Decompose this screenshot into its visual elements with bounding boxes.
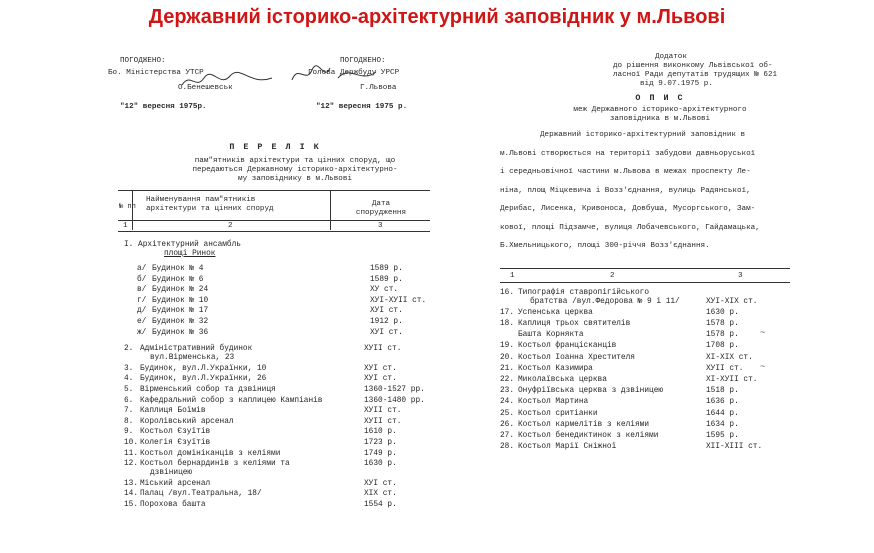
- list-heading: П Е Р Е Л І К: [229, 142, 321, 152]
- margin-mark: ~: [760, 328, 766, 338]
- table-row-date: 1589 р.: [370, 265, 403, 273]
- table-row-date: XІ-XУІІ ст.: [706, 375, 758, 384]
- table-row-number: 26.: [500, 420, 515, 429]
- table-row-date: XУ ст.: [370, 286, 399, 295]
- table-row-name: Порохова башта: [140, 501, 206, 509]
- table-row-number: 11.: [124, 449, 139, 458]
- right-col-number-2: 2: [610, 272, 615, 280]
- table-row-number: 3.: [124, 364, 134, 373]
- table-header-top-rule: [118, 190, 430, 191]
- table-row-name: Будинок № 36: [152, 328, 209, 337]
- table-row-number: 7.: [124, 407, 134, 416]
- table-row-name: Костьол Іоанна Хрестителя: [518, 353, 635, 362]
- table-row-date: XУІ ст.: [364, 375, 397, 384]
- table-row-date: XУІ ст.: [370, 307, 403, 316]
- table-row-name: Костьол кармелітів з келіями: [518, 420, 650, 429]
- description-line: м.Львові створюється на території забудови давньоруської: [500, 149, 756, 158]
- table-row-number: е/: [137, 318, 147, 326]
- table-row-date: 1636 р.: [706, 398, 739, 407]
- table-row-number: б/: [137, 275, 147, 284]
- list-subheading-2: передаються Державному історико-архітектурно-: [192, 166, 398, 174]
- table-row-name: Кафедральний собор з каплицею Кампіанів: [140, 396, 323, 405]
- table-row-date: 1554 р.: [364, 501, 397, 509]
- table-row-name: Будинок № 4: [152, 265, 204, 273]
- section-title-1: І. Архітектурний ансамбль: [124, 241, 241, 249]
- table-row-name: Костьол Мартина: [518, 398, 589, 407]
- table-row-number: д/: [137, 307, 147, 316]
- agreed-1-org: Бо. Міністерства УТСР: [108, 69, 204, 77]
- table-row-date: 1644 р.: [706, 409, 739, 418]
- table-row-date: 1360-1480 рр.: [364, 396, 425, 405]
- table-row-name: Будинок, вул.Л.Українки, 10: [140, 364, 267, 373]
- list-subheading-3: му заповіднику в м.Львові: [238, 175, 352, 183]
- table-row-name: Будинок № 10: [152, 296, 209, 305]
- table-row-date: 1518 р.: [706, 387, 739, 396]
- table-row-number: 16.: [500, 289, 515, 297]
- signature-2: [290, 60, 380, 90]
- description-line: Дерибас, Лисенка, Кривоноса, Довбуша, Мусоргського, Зам-: [500, 205, 756, 213]
- table-row-date: XУІІ ст.: [364, 417, 402, 426]
- table-row-number: 2.: [124, 345, 134, 354]
- table-row-name: Костьол бенедиктинок з келіями: [518, 431, 659, 440]
- slide-title: Державний історико-архітектурний заповідник у м.Львові: [148, 6, 726, 28]
- table-row-name: Каплиця Боїмів: [140, 407, 206, 416]
- table-row-date: 1630 р.: [706, 308, 739, 317]
- table-row-number: ж/: [137, 328, 147, 337]
- description-line: ніна, площ Міцкевича і Возз'єднання, вулиць Радянської,: [500, 186, 751, 195]
- table-row-number: 28.: [500, 443, 515, 452]
- agreed-2-heading: ПОГОДЖЕНО:: [340, 57, 386, 65]
- col-header-date-1: Дата: [371, 200, 391, 208]
- table-row-number: 12.: [124, 460, 139, 469]
- table-row-name: Типографія ставропігійського: [518, 289, 650, 297]
- description-heading: О П И С: [635, 93, 685, 103]
- table-row-date: XІ-XIX ст.: [706, 353, 753, 362]
- table-row-number: в/: [137, 286, 147, 295]
- table-row-date: 1589 р.: [370, 275, 403, 284]
- description-line: кової, площі Підзамче, вулиця Лобачевського, Гайдамацька,: [500, 223, 760, 232]
- table-row-number: 15.: [124, 501, 139, 509]
- table-row-name: Костьол Єзуїтів: [140, 428, 211, 437]
- table-row-number: 20.: [500, 353, 515, 362]
- table-row-name: Будинок № 17: [152, 307, 209, 316]
- table-row-name-cont: вул.Вірменська, 23: [150, 354, 235, 363]
- col-number-1: 1: [123, 222, 128, 230]
- agreed-2-name: Г.Львова: [360, 84, 397, 92]
- table-row-date: 1595 р.: [706, 431, 739, 440]
- table-row-date: 1723 р.: [364, 439, 397, 447]
- table-row-name: Будинок № 32: [152, 318, 209, 326]
- col-header-name-2: архітектури та цінних споруд: [146, 205, 274, 213]
- agreed-1-name: О.Бенешевськ: [178, 84, 233, 92]
- table-col-divider-2: [330, 190, 331, 230]
- description-line: Б.Хмельницького, площі 300-річчя Возз'єднання.: [500, 242, 710, 250]
- description-sub-2: заповідника в м.Львові: [609, 115, 711, 123]
- table-row-date: 1578 р.: [706, 319, 739, 328]
- table-row-number: 10.: [124, 439, 139, 447]
- table-row-number: а/: [137, 265, 147, 273]
- table-row-name: Будинок № 6: [152, 275, 204, 284]
- table-row-number: 6.: [124, 396, 134, 405]
- table-row-number: г/: [137, 296, 147, 305]
- agreed-1-date: "12" вересня 1975р.: [120, 103, 207, 111]
- table-row-name: Будинок, вул.Л.Українки, 26: [140, 375, 267, 384]
- table-row-date: XУІІ ст.: [364, 345, 402, 354]
- description-sub-1: меж Державного історико-архітектурного: [573, 106, 747, 114]
- table-row-date: 1708 р.: [706, 342, 739, 351]
- section-title-2: площі Ринок: [164, 250, 216, 258]
- table-row-number: 21.: [500, 364, 515, 373]
- table-row-name: Королівський арсенал: [140, 417, 234, 426]
- table-row-date: 1912 р.: [370, 318, 403, 326]
- table-row-name: Будинок № 24: [152, 286, 209, 295]
- right-col-number-1: 1: [510, 272, 515, 280]
- table-row-name-cont: братства /вул.Федорова № 9 і 11/: [530, 297, 680, 306]
- table-row-number: 25.: [500, 409, 515, 418]
- table-row-name: Костьол сритіанки: [518, 409, 598, 418]
- table-row-date: XУІІ ст.: [706, 364, 744, 373]
- table-row-name: Вірменський собор та дзвіниця: [140, 386, 276, 394]
- col-number-2: 2: [228, 222, 233, 230]
- table-row-number: 22.: [500, 375, 515, 384]
- right-table-top-rule: [500, 268, 790, 269]
- table-row-date: 1578 р.: [706, 331, 739, 340]
- table-row-name: Башта Корнякта: [518, 331, 584, 340]
- agreed-2-org: Голова Держбуду УРСР: [308, 69, 400, 77]
- table-row-name: Успенська церква: [518, 308, 593, 317]
- table-row-name: Миколаївська церква: [518, 375, 607, 384]
- table-row-date: XІХ ст.: [364, 490, 397, 499]
- signature-1: [180, 70, 275, 92]
- margin-mark: ~: [760, 362, 766, 372]
- table-row-name-cont: дзвіницею: [150, 469, 193, 478]
- table-row-name: Палац /вул.Театральна, 18/: [140, 490, 262, 499]
- table-row-date: XУІ ст.: [364, 364, 397, 373]
- table-row-name: Колегія Єзуїтів: [140, 439, 211, 447]
- table-row-date: XУІ-XУІІ ст.: [370, 296, 427, 305]
- right-col-number-3: 3: [738, 272, 743, 280]
- table-row-number: 13.: [124, 479, 139, 488]
- agreed-1-heading: ПОГОДЖЕНО:: [120, 57, 166, 65]
- table-row-name: Костьол францісканців: [518, 342, 617, 351]
- table-row-date: 1360-1527 рр.: [364, 386, 425, 394]
- list-subheading-1: пам"ятників архітектури та цінних споруд, що: [194, 157, 396, 165]
- annex-line-3: ласної Ради депутатів трудящих № 621: [613, 71, 778, 79]
- table-row-number: 8.: [124, 417, 134, 426]
- table-row-name: Костьол Казимира: [518, 364, 593, 373]
- table-row-name: Костьол домініканців з келіями: [140, 449, 281, 458]
- table-row-date: 1610 р.: [364, 428, 397, 437]
- agreed-2-date: "12" вересня 1975 р.: [316, 103, 408, 111]
- table-header-mid-rule: [118, 220, 430, 221]
- col-number-3: 3: [378, 222, 383, 230]
- table-row-name: Каплиця трьох святителів: [518, 319, 631, 328]
- table-row-name: Міський арсенал: [140, 479, 211, 488]
- table-row-date: XУІ ст.: [370, 328, 403, 337]
- table-row-number: 27.: [500, 431, 515, 440]
- table-row-number: 18.: [500, 319, 515, 328]
- table-row-name: Костьол бернардинів з келіями та: [140, 460, 290, 469]
- table-row-name: Костьол Марії Сніжної: [518, 443, 617, 452]
- table-header-bottom-rule: [118, 231, 430, 232]
- table-row-number: 17.: [500, 308, 515, 317]
- table-row-date: XУІ ст.: [364, 479, 397, 488]
- description-line: Державний історико-архітектурний заповідник в: [540, 131, 746, 139]
- table-row-number: 24.: [500, 398, 515, 407]
- table-row-date: 1630 р.: [364, 460, 397, 469]
- col-header-date-2: спорудження: [355, 209, 407, 217]
- table-row-number: 4.: [124, 375, 134, 384]
- table-row-name: Адміністративний будинок: [140, 345, 253, 354]
- col-header-number: № пп: [119, 203, 136, 211]
- annex-line-4: від 9.07.1975 р.: [640, 80, 713, 88]
- table-row-number: 14.: [124, 490, 139, 499]
- table-row-date: 1634 р.: [706, 420, 739, 429]
- col-header-name-1: Найменування пам"ятників: [146, 196, 256, 204]
- table-row-number: 19.: [500, 342, 515, 351]
- table-row-date: XУІІ ст.: [364, 407, 402, 416]
- table-row-name: Онуфріївська церква з дзвіницею: [518, 387, 664, 396]
- table-row-number: 9.: [124, 428, 134, 437]
- right-table-header-rule: [500, 282, 790, 283]
- table-row-date: XУІ-XIX ст.: [706, 297, 758, 306]
- description-line: і середньовічної частини м.Львова в межах проспекту Ле-: [500, 168, 751, 176]
- annex-line-2: до рішення виконкому Львівської об-: [613, 62, 773, 70]
- table-row-number: 23.: [500, 387, 515, 396]
- table-row-number: 5.: [124, 386, 134, 394]
- annex-line-1: Додаток: [655, 53, 687, 61]
- table-row-date: XІІ-XІІІ ст.: [706, 443, 763, 452]
- table-row-date: 1749 р.: [364, 449, 397, 458]
